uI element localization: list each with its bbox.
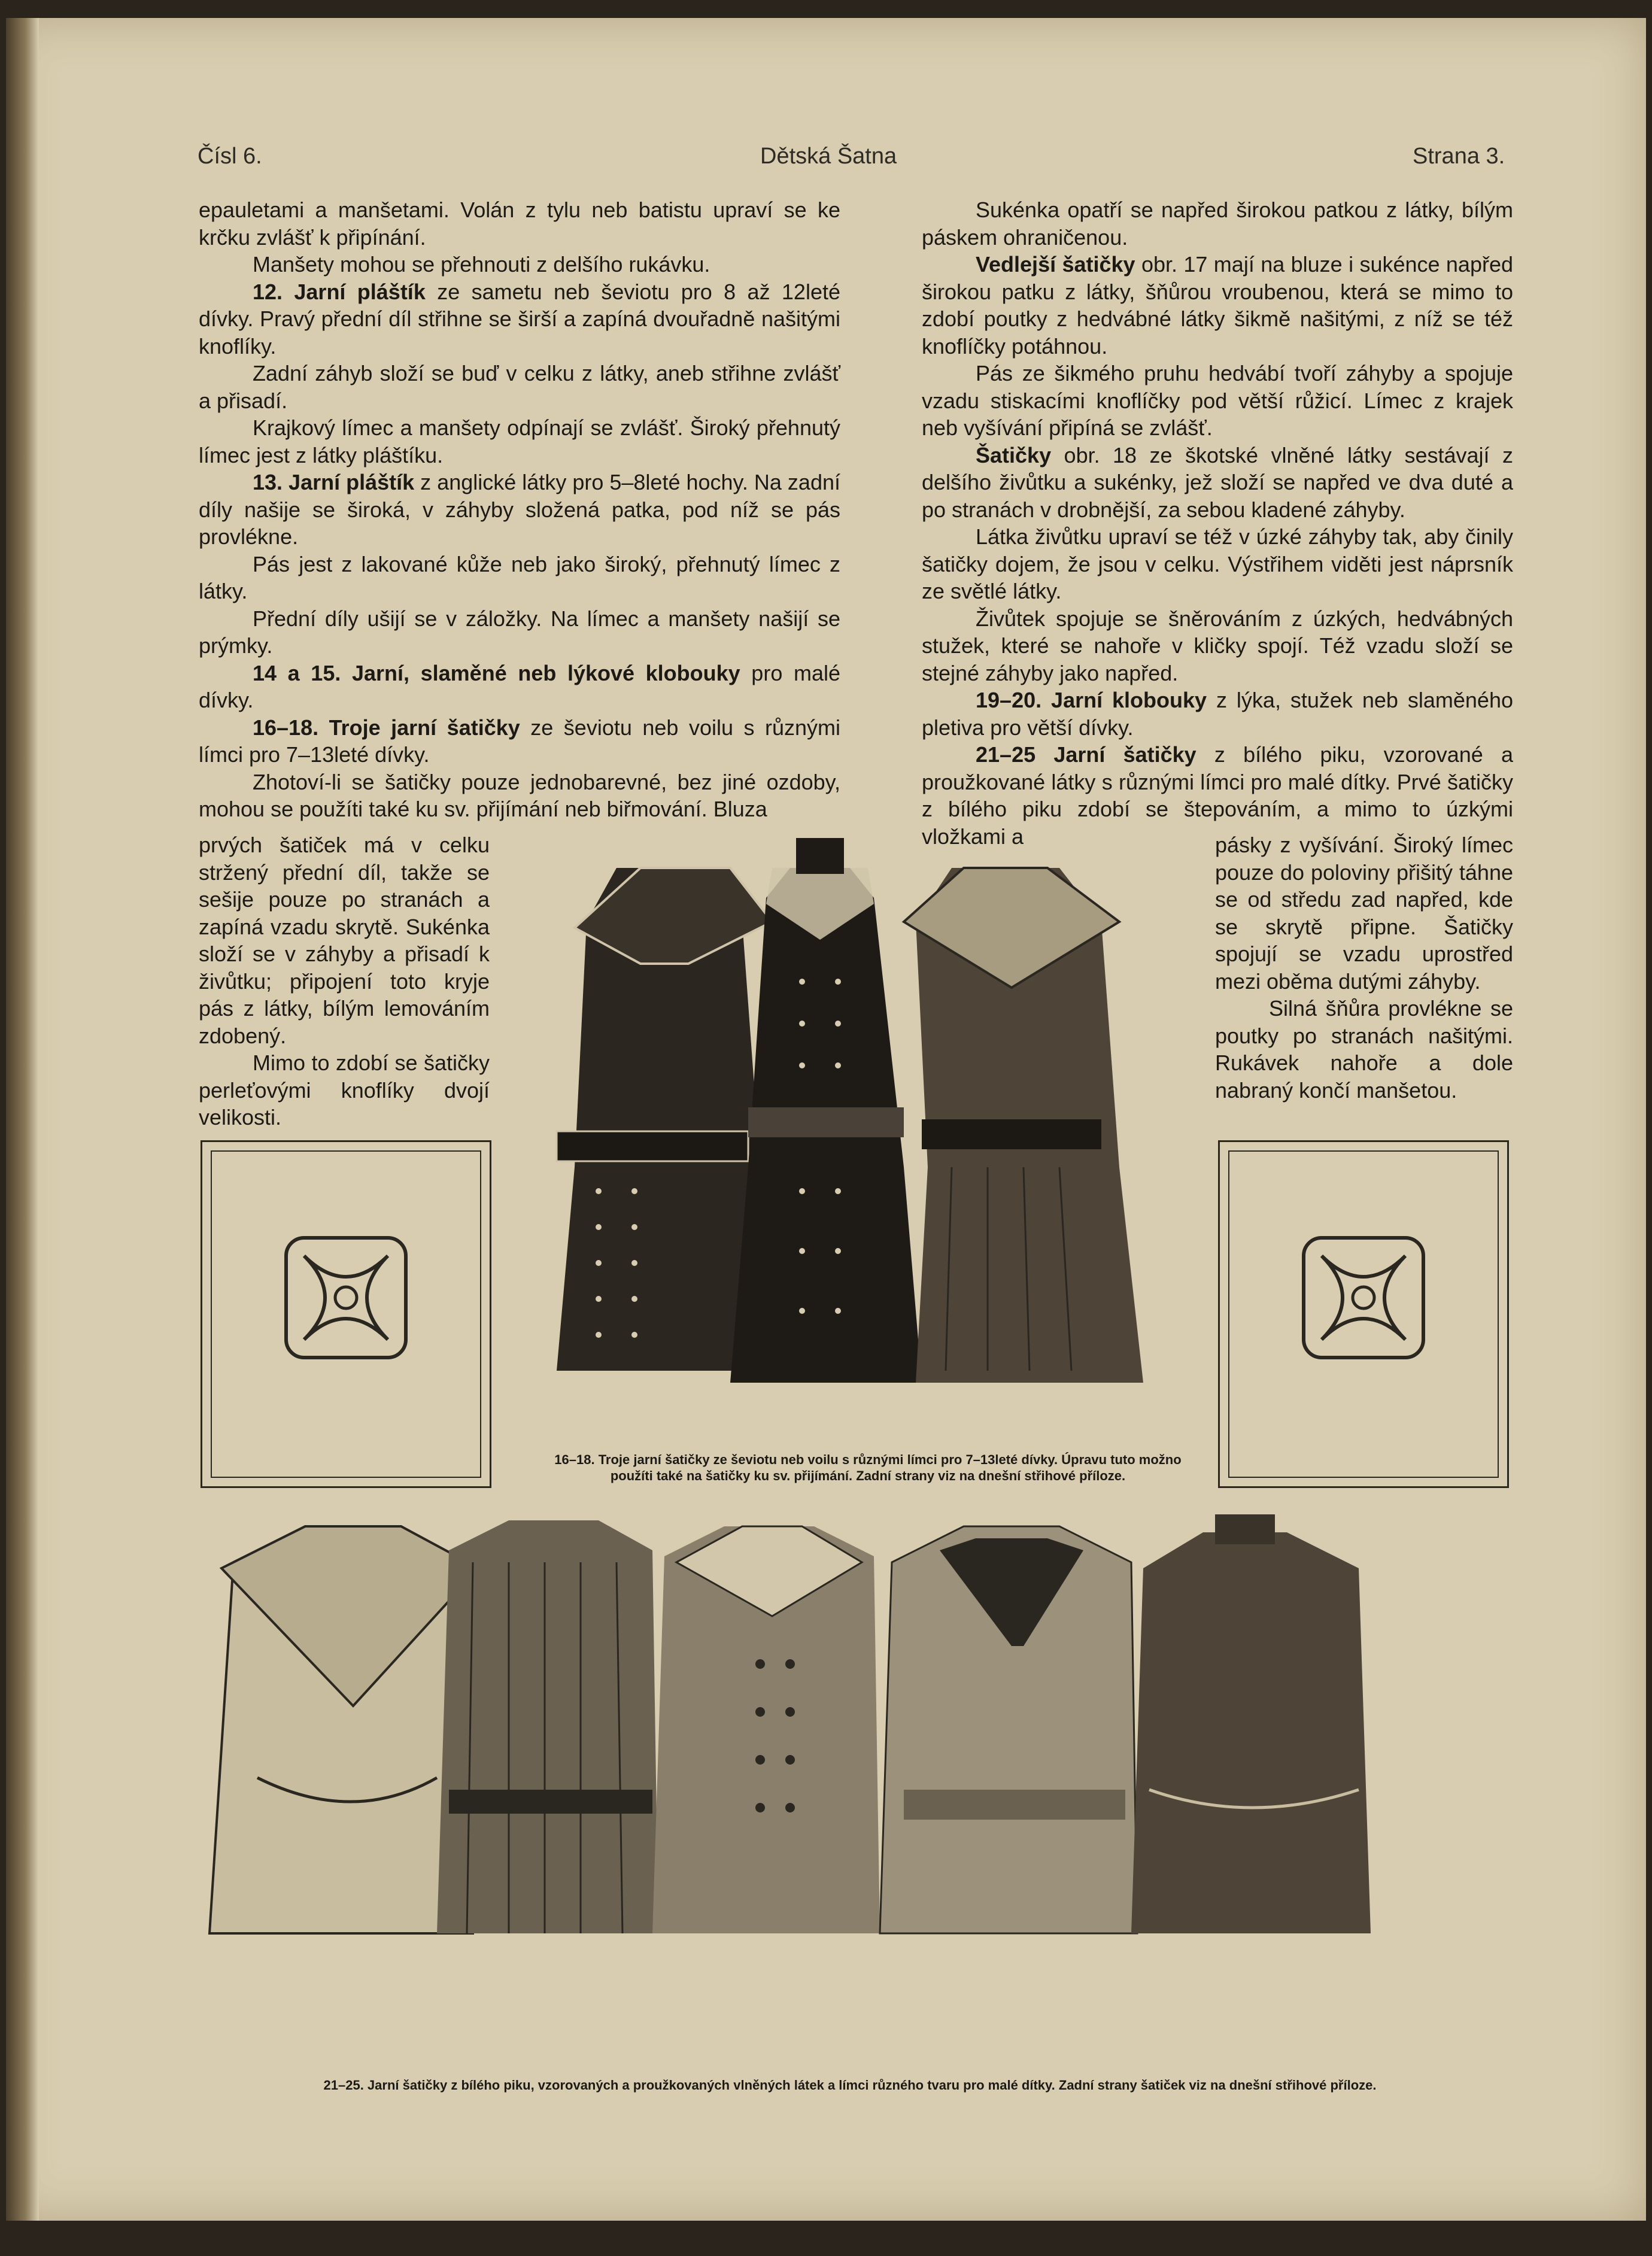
paragraph-heading: 19–20. Jarní klobouky: [976, 688, 1207, 712]
newspaper-page: [6, 18, 1646, 2221]
ornament-icon: [280, 1232, 412, 1364]
paragraph-text: pro malé dívky.: [199, 660, 840, 712]
dress-24-illustration: [880, 1526, 1137, 1933]
paragraph-heading: 13. Jarní pláštík: [253, 470, 415, 494]
paragraph: [199, 551, 840, 605]
dress-23-illustration: [652, 1526, 880, 1933]
paragraph: [199, 360, 840, 414]
paragraph: [199, 469, 840, 551]
paragraph-text: prvých šatiček má v celku stržený přední díl, takže se sešije pouze po stranách a zapíná vzadu skrytě. Sukénka složí se v záhyby a přisadí k živůtku; připojení toto kryje pás z látky, bílým lemováním zdobený.: [199, 833, 490, 1048]
dress-18-illustration: [904, 868, 1143, 1383]
paragraph-text: Zadní záhyb složí se buď v celku z látky, aneb střihne zvlášť a přisadí.: [199, 361, 840, 413]
paragraph: [922, 605, 1513, 687]
paragraph-heading: 16–18. Troje jarní šatičky: [253, 715, 520, 740]
paragraph: [199, 831, 490, 1049]
running-title: Dětská Šatna: [760, 144, 897, 169]
paragraph: [922, 251, 1513, 360]
paragraph: [199, 196, 840, 251]
paragraph-heading: 14 a 15. Jarní, slaměné neb lýkové klobouky: [253, 660, 740, 685]
paragraph-text: Zhotoví-li se šatičky pouze jednobarevné, bez jiné ozdoby, mohou se použíti také ku sv. přijímání neb biřmování. Bluza: [199, 769, 840, 821]
dress-22-illustration: [437, 1520, 658, 1933]
paragraph-text: ze ševiotu neb voilu s různými límci pro 7–13leté dívky.: [199, 715, 841, 767]
paragraph-text: Přední díly ušijí se v záložky. Na límec a manšety našijí se prýmky.: [199, 606, 840, 658]
paragraph-text: obr. 17 mají na bluze i sukénce napřed širokou patku z látky, šňůrou vroubenou, která se mimo to zdobí poutky z hedvábné látky šikmě našitými, z níž se též knoflíčky potáhnou.: [922, 252, 1514, 359]
paragraph-text: Látka živůtku upraví se též v úzké záhyby tak, aby činily šatičky dojem, že jsou v celku. Výstřihem viděti jest náprsník ze světlé látky.: [922, 524, 1513, 603]
paragraph-text: Živůtek spojuje se šněrováním z úzkých, hedvábných stužek, které se nahoře v kličky spojí. Též vzadu složí se stejné záhyby jako napřed.: [922, 606, 1513, 685]
paragraph: [199, 251, 840, 278]
paragraph: [922, 442, 1513, 524]
paragraph-text: Krajkový límec a manšety odpínají se zvlášť. Široký přehnutý límec jest z látky pláštíku.: [199, 415, 840, 467]
illustration-dresses-21-25: [186, 1514, 1514, 1981]
dress-21-illustration: [209, 1526, 479, 1933]
paragraph-text: Pás ze šikmého pruhu hedvábí tvoří záhyby a spojuje vzadu stiskacími knoflíčky pod větší růžicí. Límec z krajek neb vyšívání připíná se zvlášť.: [922, 361, 1513, 440]
page-number: Strana 3.: [1413, 144, 1505, 169]
paragraph-heading: 21–25 Jarní šatičky: [976, 742, 1197, 767]
ornament-box-right: [1218, 1140, 1509, 1488]
paragraph-heading: Šatičky: [976, 442, 1052, 467]
paragraph: [922, 687, 1513, 741]
ornament-icon: [1298, 1232, 1429, 1364]
paragraph-text: z anglické látky pro 5–8leté hochy. Na zadní díly našije se široká, v záhyby složená patka, pod níž se pás provlékne.: [199, 470, 840, 549]
paragraph-text: pásky z vyšívání. Široký límec pouze do poloviny přišitý táhne se od středu zad napřed, kde se skrytě připne. Šatičky spojují se vzadu uprostřed mezi oběma dutými záhyby.: [1215, 833, 1513, 994]
paragraph-text: z bílého piku, vzorované a proužkované látky s různými límci pro malé dítky. Prvé šatičky z bílého piku zdobí se štepováním, a mimo to úzkými vložkami a: [922, 742, 1513, 849]
paragraph: [1215, 995, 1513, 1104]
right-text-column: [922, 196, 1513, 850]
left-text-column: [199, 196, 840, 823]
paragraph: [199, 278, 840, 360]
left-narrow-text: [199, 831, 490, 1131]
paragraph: [199, 414, 840, 469]
right-narrow-text: [1215, 831, 1513, 1104]
paragraph-heading: Vedlejší šatičky: [976, 252, 1135, 277]
paragraph-text: Silná šňůra provlékne se poutky po stranách našitými. Rukávek nahoře a dole nabraný končí manšetou.: [1215, 996, 1513, 1103]
issue-number: Čísl 6.: [198, 144, 262, 169]
paragraph: [922, 196, 1513, 251]
ornament-box-left: [201, 1140, 491, 1488]
binding-spine: [6, 18, 39, 2221]
dress-25-illustration: [1131, 1514, 1371, 1933]
paragraph: [199, 1049, 490, 1131]
paragraph: [199, 660, 840, 714]
paragraph-text: Sukénka opatří se napřed širokou patkou z látky, bílým páskem ohraničenou.: [922, 198, 1513, 250]
illustration-dresses-16-18: [533, 832, 1203, 1419]
paragraph-text: Mimo to zdobí se šatičky perleťovými knoflíky dvojí velikosti.: [199, 1050, 490, 1129]
paragraph-text: epauletami a manšetami. Volán z tylu neb batistu upraví se ke krčku zvlášť k připínání.: [199, 198, 840, 250]
caption-dresses-21-25: 21–25. Jarní šatičky z bílého piku, vzorovaných a proužkovaných vlněných látek a límci různého tvaru pro malé dítky. Zadní strany šatiček viz na dnešní střihové příloze.: [323, 2078, 1377, 2093]
paragraph-text: obr. 18 ze škotské vlněné látky sestávají z delšího živůtku a sukénky, jež složí se napřed ve dva duté a po stranách v drobnější, za sebou kladené záhyby.: [922, 442, 1513, 522]
paragraph-text: Pás jest z lakované kůže neb jako široký, přehnutý límec z látky.: [199, 551, 840, 603]
paragraph-text: ze sametu neb ševiotu pro 8 až 12leté dívky. Pravý přední díl střihne se širší a zapíná dvouřadně našitými knoflíky.: [199, 279, 840, 359]
paragraph: [922, 523, 1513, 605]
paragraph: [922, 360, 1513, 442]
paragraph: [199, 769, 840, 823]
caption-dresses-16-18: 16–18. Troje jarní šatičky ze ševiotu neb voilu s různými límci pro 7–13leté dívky. Úpravu tuto možno použíti také na šatičky ku sv. přijímání. Zadní strany viz na dnešní střihové příloze.: [554, 1452, 1182, 1483]
paragraph-text: z lýka, stužek neb slaměného pletiva pro větší dívky.: [922, 688, 1513, 740]
paragraph-text: Manšety mohou se přehnouti z delšího rukávku.: [253, 252, 710, 277]
paragraph-heading: 12. Jarní pláštík: [253, 279, 426, 304]
paragraph: [199, 605, 840, 660]
paragraph: [1215, 831, 1513, 995]
paragraph: [199, 714, 840, 769]
